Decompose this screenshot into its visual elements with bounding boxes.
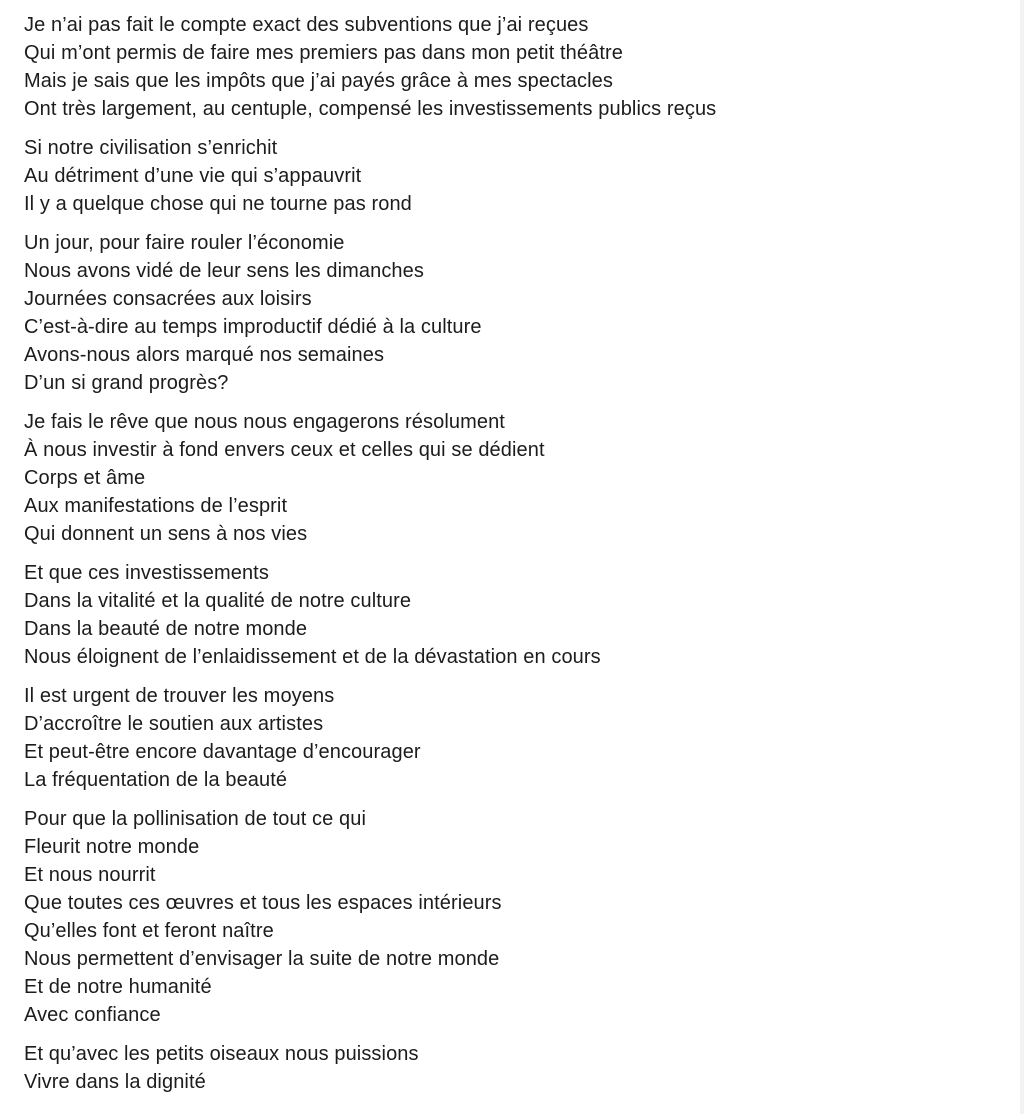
- text-line: Avec confiance: [24, 1004, 161, 1026]
- scrollbar-track[interactable]: [1020, 0, 1024, 1114]
- stanza: [24, 408, 1004, 548]
- text-line: Un jour, pour faire rouler l’économie: [24, 232, 345, 254]
- text-line: Avons-nous alors marqué nos semaines: [24, 344, 385, 366]
- text-line: Vivre dans la dignité: [24, 1071, 206, 1093]
- text-line: Il y a quelque chose qui ne tourne pas rond: [24, 193, 412, 215]
- text-line: Mais je sais que les impôts que j’ai payés grâce à mes spectacles: [24, 70, 613, 92]
- text-line: Il est urgent de trouver les moyens: [24, 685, 335, 707]
- text-line: Nous avons vidé de leur sens les dimanches: [24, 260, 424, 282]
- text-line: À nous investir à fond envers ceux et celles qui se dédient: [24, 439, 545, 461]
- text-line: Corps et âme: [24, 467, 146, 489]
- text-line: Et de notre humanité: [24, 976, 212, 998]
- text-line: Fleurit notre monde: [24, 836, 200, 858]
- text-line: Qui m’ont permis de faire mes premiers pas dans mon petit théâtre: [24, 42, 623, 64]
- text-line: Dans la beauté de notre monde: [24, 618, 308, 640]
- text-line: La fréquentation de la beauté: [24, 769, 288, 791]
- text-line: Nous permettent d’envisager la suite de notre monde: [24, 948, 500, 970]
- text-line: Dans la vitalité et la qualité de notre culture: [24, 590, 412, 612]
- text-line: Aux manifestations de l’esprit: [24, 495, 288, 517]
- text-line: Pour que la pollinisation de tout ce qui: [24, 808, 367, 830]
- text-line: Je fais le rêve que nous nous engagerons résolument: [24, 411, 505, 433]
- stanza: [24, 805, 1004, 1029]
- stanza: [24, 11, 1004, 123]
- text-line: Et qu’avec les petits oiseaux nous puissions: [24, 1043, 419, 1065]
- text-line: Et que ces investissements: [24, 562, 269, 584]
- stanza: [24, 1040, 1004, 1096]
- post-text-body: [24, 11, 1004, 1107]
- stanza: [24, 134, 1004, 218]
- text-line: D’un si grand progrès?: [24, 372, 229, 394]
- text-line: Ont très largement, au centuple, compensé les investissements publics reçus: [24, 98, 717, 120]
- text-line: C’est-à-dire au temps improductif dédié à la culture: [24, 316, 482, 338]
- stanza: [24, 559, 1004, 671]
- text-line: Que toutes ces œuvres et tous les espaces intérieurs: [24, 892, 502, 914]
- text-line: Qui donnent un sens à nos vies: [24, 523, 308, 545]
- text-line: D’accroître le soutien aux artistes: [24, 713, 324, 735]
- text-line: Je n’ai pas fait le compte exact des subventions que j’ai reçues: [24, 14, 589, 36]
- text-line: Si notre civilisation s’enrichit: [24, 137, 278, 159]
- text-line: Et peut-être encore davantage d’encourager: [24, 741, 421, 763]
- text-line: Qu’elles font et feront naître: [24, 920, 274, 942]
- text-line: Nous éloignent de l’enlaidissement et de la dévastation en cours: [24, 646, 601, 668]
- text-line: Au détriment d’une vie qui s’appauvrit: [24, 165, 362, 187]
- stanza: [24, 682, 1004, 794]
- text-line: Journées consacrées aux loisirs: [24, 288, 312, 310]
- stanza: [24, 229, 1004, 397]
- text-line: Et nous nourrit: [24, 864, 156, 886]
